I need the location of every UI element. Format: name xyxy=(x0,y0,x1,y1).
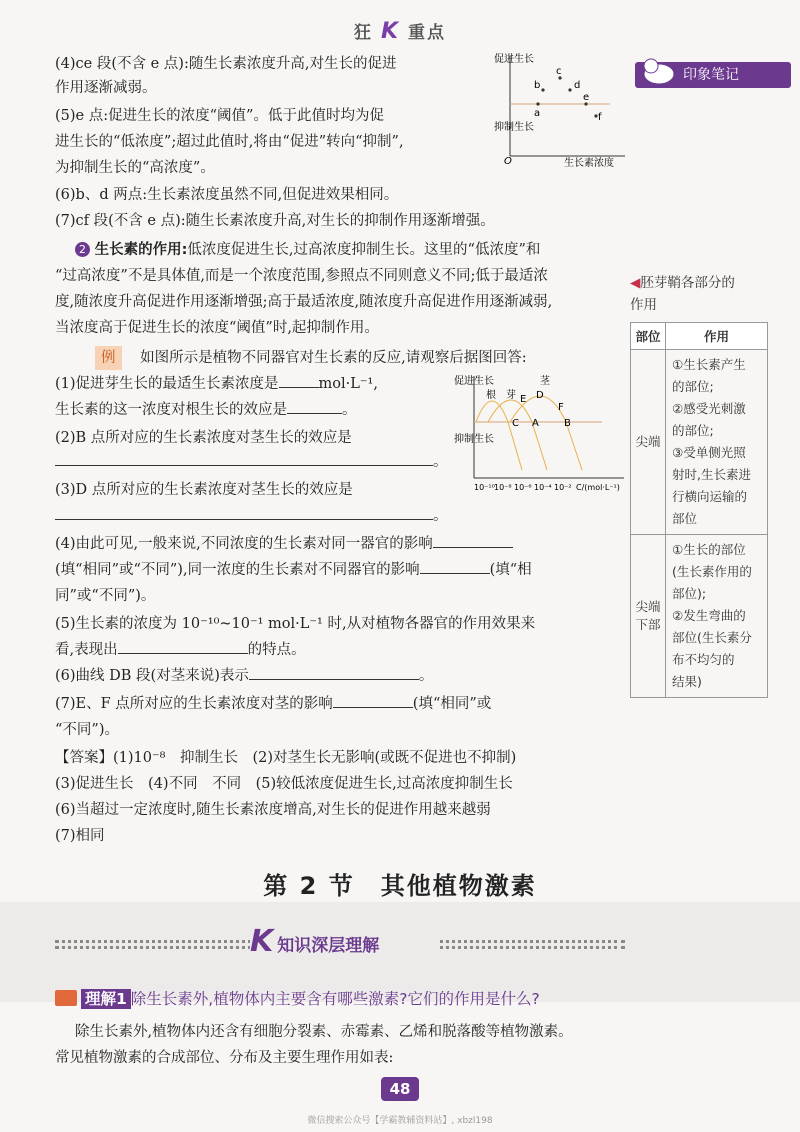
y-label-inhibit: 抑制生长 xyxy=(494,122,534,133)
table-header-part: 部位 xyxy=(631,323,666,350)
label-root: 根 xyxy=(486,390,496,401)
answer-label: 【答案】 xyxy=(55,750,113,766)
text-line: 进生长的“低浓度”;超过此值时,将由“促进”转向“抑制”, xyxy=(55,134,404,150)
answer-blank xyxy=(279,373,319,388)
section2-first-line: 2 生长素的作用:低浓度促进生长,过高浓度抑制生长。这里的“低浓度”和 xyxy=(75,238,540,262)
running-header: 狂 K 重点 xyxy=(354,19,446,44)
table-cell-function: ①生长的部位 (生长素作用的 部位); ②发生弯曲的 部位(生长素分 布不均匀的 结果) xyxy=(666,535,768,698)
x-axis-label: 生长素浓度 xyxy=(564,158,614,169)
origin-label: O xyxy=(504,156,512,167)
question-6: (6)曲线 DB 段(对茎来说)表示 。 xyxy=(55,664,433,688)
graph-organ-response xyxy=(452,370,632,498)
understanding-label: 理解1 xyxy=(81,989,131,1009)
tick-label: 10⁻² xyxy=(554,483,572,492)
footer-text: 微信搜索公众号【学霸教辅资料站】, xbzl198 xyxy=(307,1116,493,1126)
elephant-icon xyxy=(639,54,677,86)
section-heading: 第 2 节 其他植物激素 xyxy=(263,872,537,900)
point-C: C xyxy=(512,418,519,429)
side-table-title: ◀胚芽鞘各部分的 作用 xyxy=(630,275,735,313)
y-label-promote: 促进生长 xyxy=(494,54,534,65)
text-line: 常见植物激素的合成部位、分布及主要生理作用如表: xyxy=(55,1050,394,1066)
text-line: (7)cf 段(不含 e 点):随生长素浓度升高,对生长的抑制作用逐渐增强。 xyxy=(55,213,495,229)
text-line: 度,随浓度升高促进作用逐渐增强;高于最适浓度,随浓度升高促进作用逐渐减弱, xyxy=(55,294,553,310)
svg-text:c: c xyxy=(556,66,562,77)
question-5b: 看,表现出 的特点。 xyxy=(55,638,306,662)
page-number: 48 xyxy=(381,1077,419,1101)
point-f xyxy=(594,112,602,123)
point-D: D xyxy=(536,390,544,401)
answer-blank xyxy=(287,399,342,414)
answer-line: (3)促进生长 (4)不同 不同 (5)较低浓度促进生长,过高浓度抑制生长 xyxy=(55,776,513,792)
text-line: 为抑制生长的“高浓度”。 xyxy=(55,160,215,176)
answer-line: (6)当超过一定浓度时,随生长素浓度增高,对生长的促进作用越来越弱 xyxy=(55,802,491,818)
graph-concentration-effect xyxy=(490,48,630,170)
question-1b: 生长素的这一浓度对根生长的效应是 。 xyxy=(55,398,357,422)
table-cell-part: 尖端 xyxy=(631,350,666,535)
text-line: 除生长素外,植物体内还含有细胞分裂素、赤霉素、乙烯和脱落酸等植物激素。 xyxy=(75,1024,573,1040)
svg-text:a: a xyxy=(534,108,541,119)
point-E: E xyxy=(520,394,527,405)
svg-text:d: d xyxy=(574,80,581,91)
triangle-left-icon: ◀ xyxy=(630,275,641,291)
point-B: B xyxy=(564,418,571,429)
question-4b: (填“相同”或“不同”),同一浓度的生长素对不同器官的影响 (填“相 xyxy=(55,558,532,582)
table-header-function: 作用 xyxy=(666,323,768,350)
tick-label: 10⁻⁸ xyxy=(494,483,512,492)
text-line: (6)b、d 两点:生长素浓度虽然不同,但促进效果相同。 xyxy=(55,187,399,203)
understanding-question: 理解1 除生长素外,植物体内主要含有哪些激素?它们的作用是什么? xyxy=(55,985,540,1013)
point-F: F xyxy=(558,402,564,413)
question-2: (2)B 点所对应的生长素浓度对茎生长的效应是 xyxy=(55,430,352,446)
knowledge-title: K知识深层理解 xyxy=(250,925,440,959)
label-stem: 茎 xyxy=(540,376,550,387)
point-d xyxy=(568,80,580,92)
point-c xyxy=(556,66,562,80)
question-7b: “不同”)。 xyxy=(55,722,119,738)
text-line: 作用逐渐减弱。 xyxy=(55,80,157,96)
x-axis-label: C/(mol·L⁻¹) xyxy=(576,483,620,492)
text-line: (4)ce 段(不含 e 点):随生长素浓度升高,对生长的促进 xyxy=(55,56,397,72)
answer-line: (7)相同 xyxy=(55,828,105,844)
svg-text:f: f xyxy=(598,112,602,123)
curve-stem xyxy=(510,396,582,470)
example-intro: 例 如图所示是植物不同器官对生长素的反应,请观察后据图回答: xyxy=(95,346,527,370)
svg-text:e: e xyxy=(583,92,590,103)
y-label-inhibit: 抑制生长 xyxy=(454,434,494,445)
example-tag: 例 xyxy=(95,346,122,370)
answer-line: 【答案】(1)10⁻⁸ 抑制生长 (2)对茎生长无影响(或既不促进也不抑制) xyxy=(55,750,517,766)
label-bud: 芽 xyxy=(506,390,516,401)
k-logo-icon: K xyxy=(380,19,401,44)
text-line: (5)e 点:促进生长的浓度“阈值”。低于此值时均为促 xyxy=(55,108,384,124)
question-1a: (1)促进芽生长的最适生长素浓度是 mol·L⁻¹, xyxy=(55,372,378,396)
table-row xyxy=(631,350,768,535)
point-a xyxy=(534,102,540,119)
book-icon xyxy=(55,990,77,1006)
text-line: 当浓度高于促进生长的浓度“阈值”时,起抑制作用。 xyxy=(55,320,379,336)
k-logo-icon: K xyxy=(250,924,274,959)
question-3-blank: 。 xyxy=(55,504,448,528)
question-3: (3)D 点所对应的生长素浓度对茎生长的效应是 xyxy=(55,482,353,498)
question-7a: (7)E、F 点所对应的生长素浓度对茎的影响 (填“相同”或 xyxy=(55,692,491,716)
svg-text:b: b xyxy=(534,80,541,91)
y-label-promote: 促进生长 xyxy=(454,376,494,387)
section-number-badge: 2 xyxy=(75,242,90,257)
table-cell-function: ①生长素产生 的部位; ②感受光刺激 的部位; ③受单侧光照 射时,生长素进 行横向运输的 部位 xyxy=(666,350,768,535)
point-b xyxy=(534,80,545,92)
question-2-blank: 。 xyxy=(55,450,448,474)
section2-title: 生长素的作用: xyxy=(94,242,188,258)
impression-notes-header: 印象笔记 xyxy=(635,62,791,88)
table-cell-part: 尖端下部 xyxy=(631,535,666,698)
text-line: “过高浓度”不是具体值,而是一个浓度范围,参照点不同则意义不同;低于最适浓 xyxy=(55,268,548,284)
question-5a: (5)生长素的浓度为 10⁻¹⁰~10⁻¹ mol·L⁻¹ 时,从对植物各器官的作用效果来 xyxy=(55,616,536,632)
table-row xyxy=(631,535,768,698)
tick-label: 10⁻⁴ xyxy=(534,483,552,492)
coleoptile-function-table xyxy=(630,322,768,698)
point-A: A xyxy=(532,418,539,429)
question-4a: (4)由此可见,一般来说,不同浓度的生长素对同一器官的影响 xyxy=(55,532,513,556)
tick-label: 10⁻¹⁰ xyxy=(474,483,495,492)
tick-label: 10⁻⁶ xyxy=(514,483,532,492)
question-4c: 同”或“不同”)。 xyxy=(55,588,156,604)
